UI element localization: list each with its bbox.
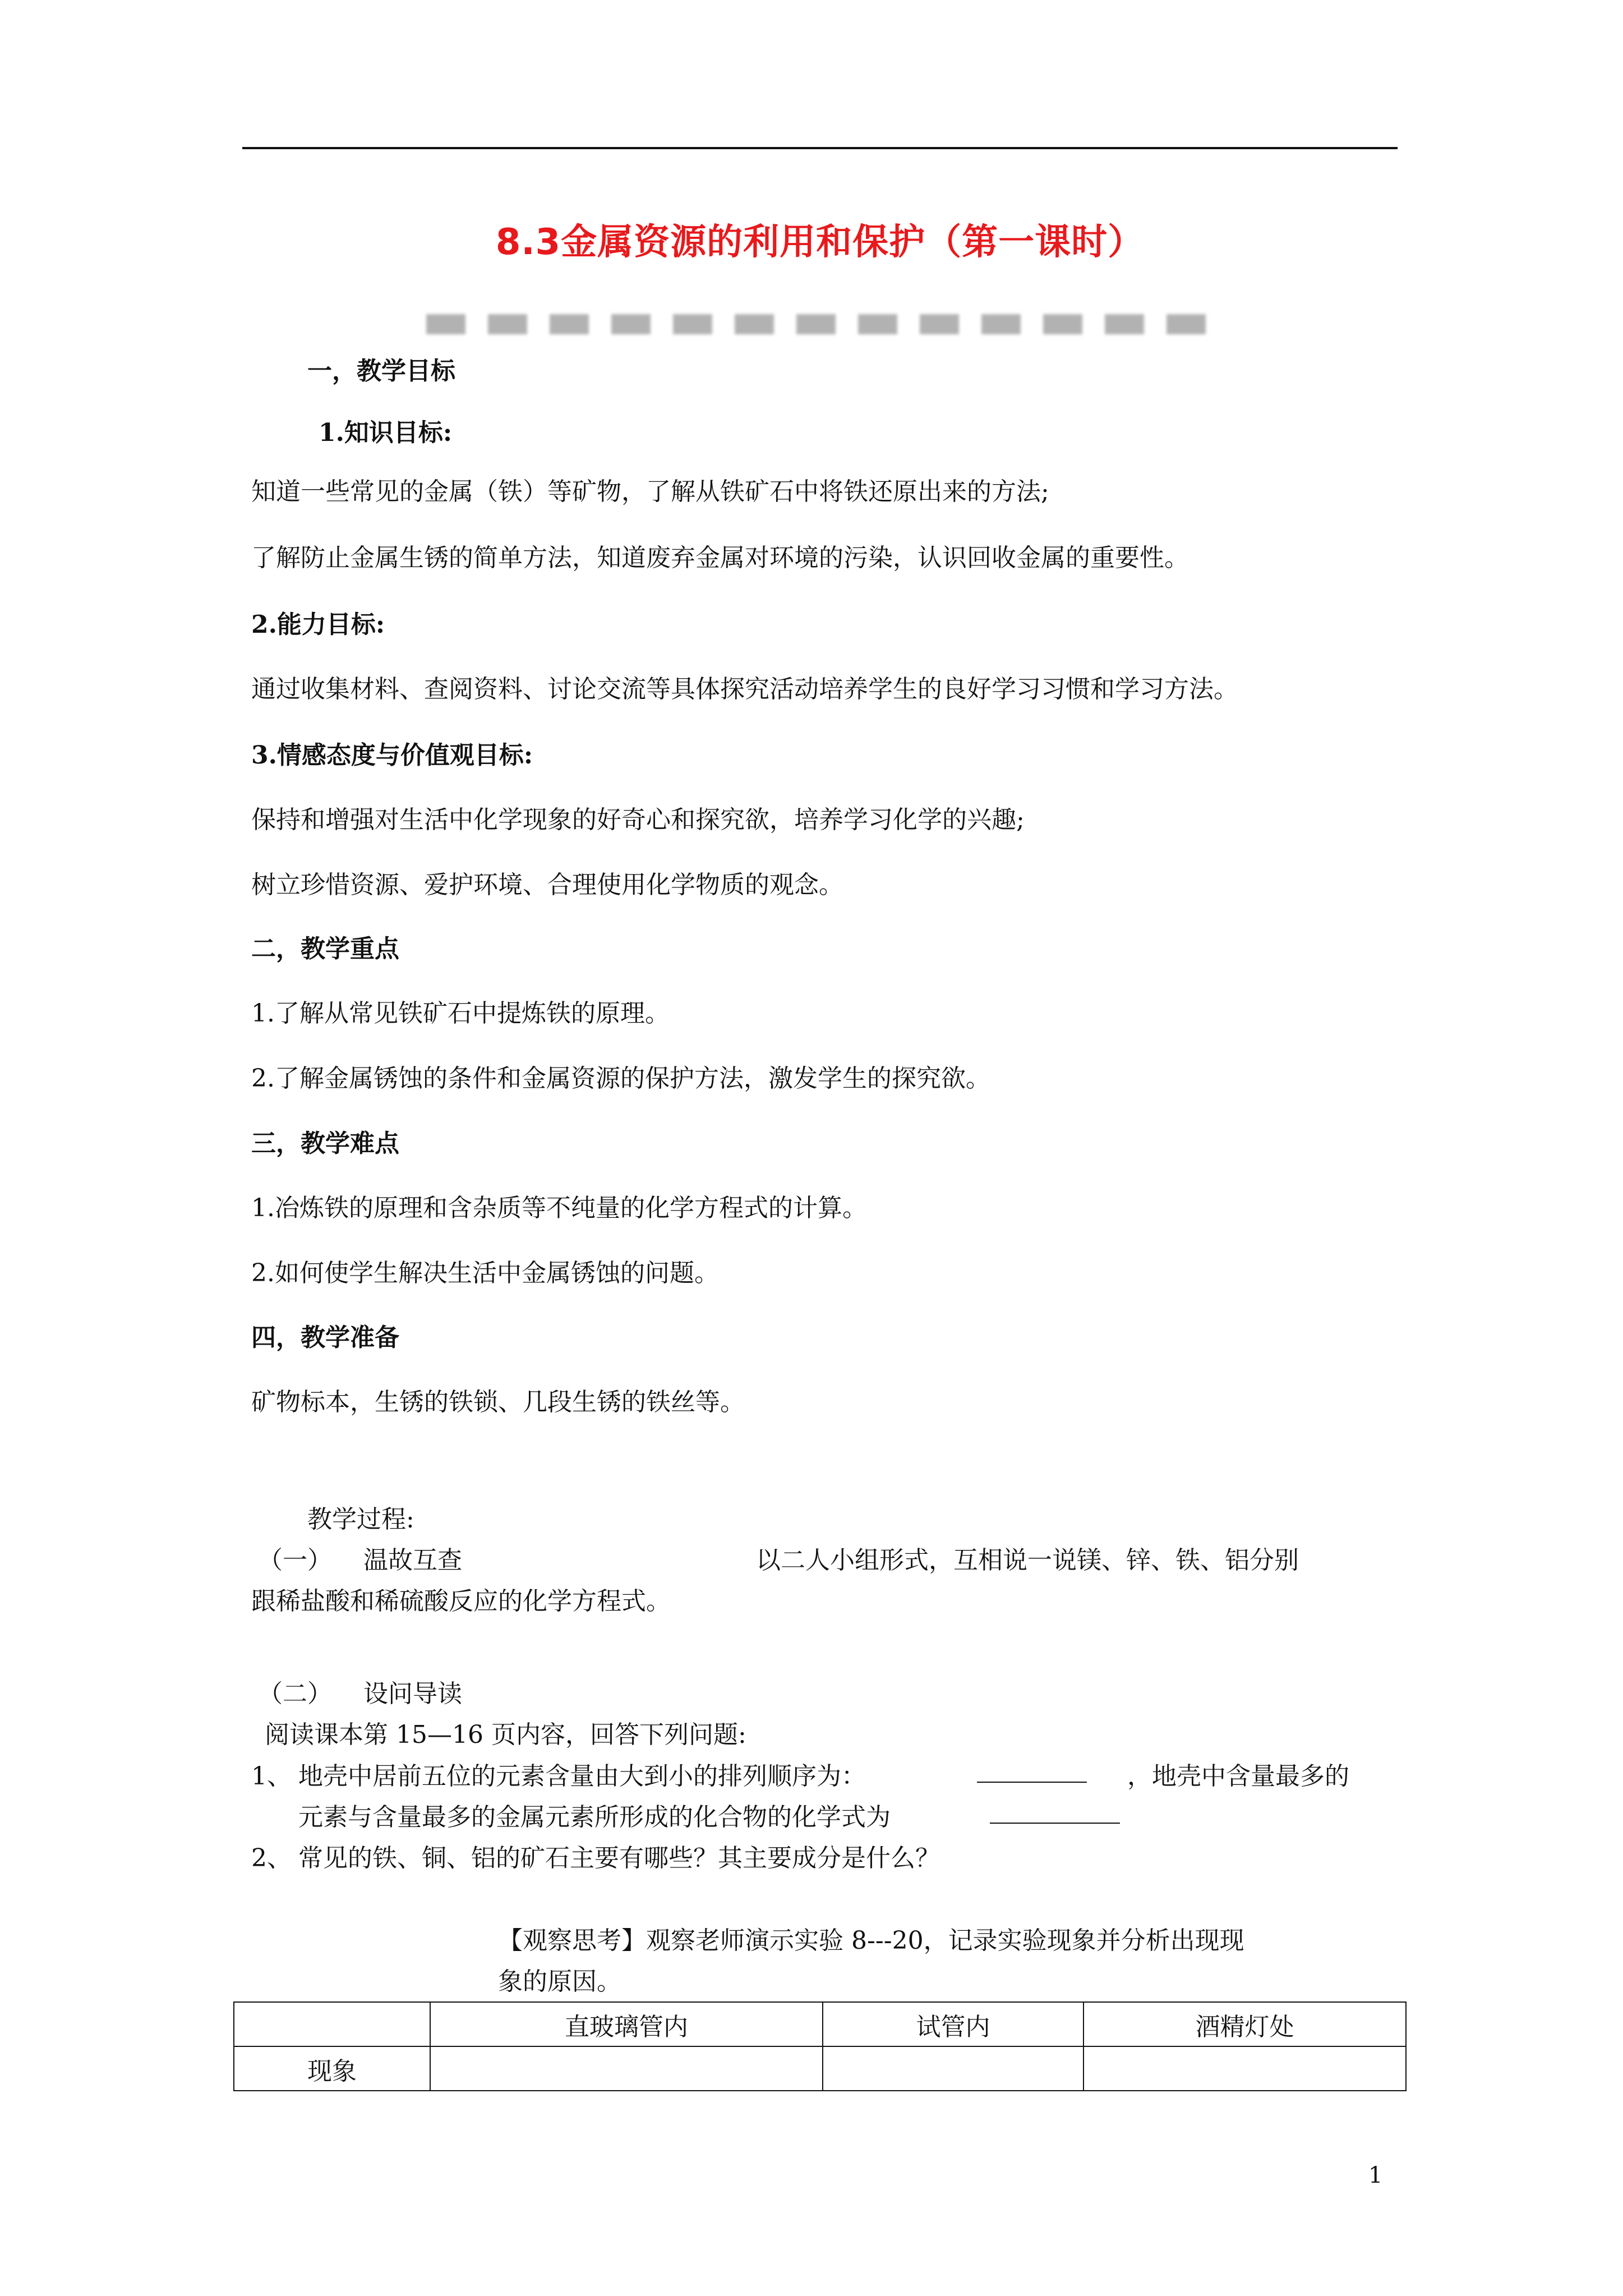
question-text: 元素与含量最多的金属元素所形成的化合物的化学式为: [298, 1803, 891, 1832]
question-text: 常见的铁、铜、铝的矿石主要有哪些？其主要成分是什么？: [298, 1844, 940, 1872]
list-item: 2.如何使学生解决生活中金属锈蚀的问题。: [251, 1259, 719, 1287]
section-heading-difficulties: 三，教学难点: [251, 1129, 399, 1158]
table-header-cell: 直玻璃管内: [430, 2002, 823, 2046]
question-number: 2、: [251, 1844, 292, 1872]
faded-bleed-through-text: [426, 314, 1223, 334]
table-cell[interactable]: [823, 2046, 1083, 2091]
answer-blank[interactable]: [977, 1759, 1087, 1783]
table-cell[interactable]: [1083, 2046, 1406, 2091]
paragraph: 了解防止金属生锈的简单方法，知道废弃金属对环境的污染，认识回收金属的重要性。: [251, 544, 1189, 572]
observation-table: [233, 2001, 1405, 2091]
table-header-cell: [234, 2002, 430, 2046]
subheading-knowledge-goals: 1.知识目标:: [319, 418, 453, 447]
document-title: 8.3金属资源的利用和保护（第一课时）: [495, 222, 1145, 263]
list-item: 1.冶炼铁的原理和含杂质等不纯量的化学方程式的计算。: [251, 1194, 867, 1222]
paragraph: 保持和增强对生活中化学现象的好奇心和探究欲，培养学习化学的兴趣;: [251, 806, 1025, 834]
section-heading-key-points: 二，教学重点: [251, 935, 399, 963]
table-header-cell: 酒精灯处: [1083, 2002, 1406, 2046]
answer-blank[interactable]: [990, 1800, 1120, 1824]
paragraph: 知道一些常见的金属（铁）等矿物，了解从铁矿石中将铁还原出来的方法;: [251, 477, 1049, 506]
question-text: ，地壳中含量最多的: [1127, 1762, 1349, 1791]
list-item: 2.了解金属锈蚀的条件和金属资源的保护方法，激发学生的探究欲。: [251, 1064, 990, 1093]
subheading-attitude-goals: 3.情感态度与价值观目标:: [251, 741, 533, 770]
process-label: 教学过程:: [307, 1505, 414, 1534]
table-row-label: 现象: [234, 2046, 430, 2091]
section-heading-goals: 一，教学目标: [307, 357, 455, 385]
question-text: 地壳中居前五位的元素含量由大到小的排列顺序为：: [298, 1762, 866, 1791]
header-rule: [242, 147, 1398, 149]
paragraph: 以二人小组形式，互相说一说镁、锌、铁、铝分别: [756, 1546, 1299, 1575]
paragraph: 阅读课本第 15—16 页内容，回答下列问题:: [265, 1720, 746, 1749]
observe-text: 象的原因。: [498, 1967, 621, 1996]
subheading-ability-goals: 2.能力目标:: [251, 610, 385, 639]
question-number: 1、: [251, 1762, 292, 1791]
table-cell[interactable]: [430, 2046, 823, 2091]
paragraph: 通过收集材料、查阅资料、讨论交流等具体探究活动培养学生的良好学习习惯和学习方法。: [251, 675, 1238, 703]
step-title: 温故互查: [363, 1546, 462, 1575]
step-number: （二）: [258, 1680, 332, 1708]
paragraph: 跟稀盐酸和稀硫酸反应的化学方程式。: [251, 1587, 671, 1616]
table-header-cell: 试管内: [823, 2002, 1083, 2046]
section-heading-preparation: 四，教学准备: [251, 1323, 399, 1352]
observe-text: 【观察思考】观察老师演示实验 8---20，记录实验现象并分析出现现: [498, 1926, 1244, 1955]
step-title: 设问导读: [363, 1680, 462, 1708]
paragraph: 树立珍惜资源、爱护环境、合理使用化学物质的观念。: [251, 871, 843, 899]
step-number: （一）: [258, 1546, 332, 1575]
page-number: 1: [1368, 2162, 1383, 2188]
table-header-row: [234, 2002, 1406, 2046]
table-row: [234, 2046, 1406, 2091]
paragraph: 矿物标本，生锈的铁锁、几段生锈的铁丝等。: [251, 1388, 745, 1416]
list-item: 1.了解从常见铁矿石中提炼铁的原理。: [251, 999, 670, 1028]
